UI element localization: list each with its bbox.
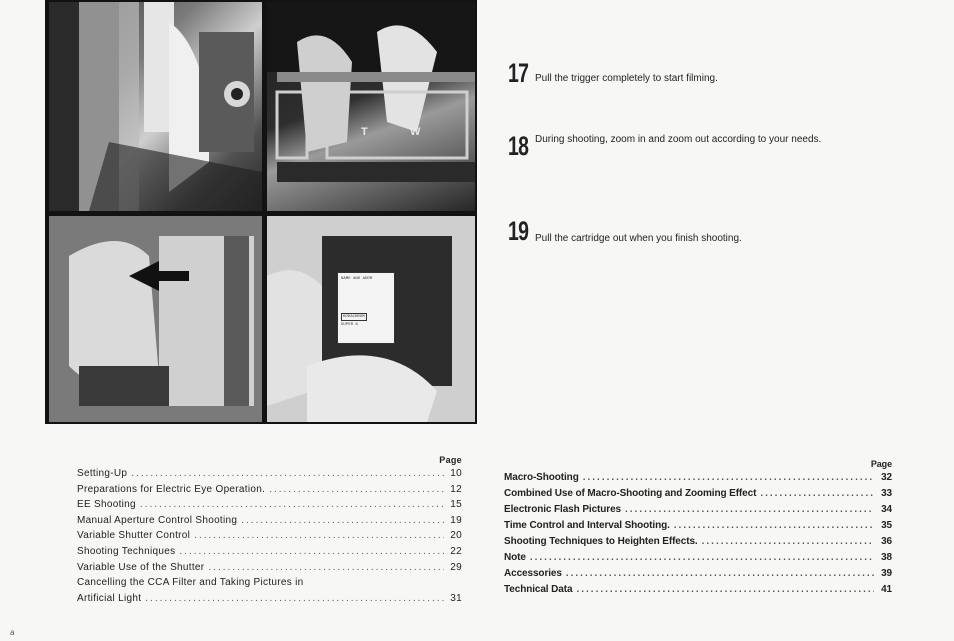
toc-leader <box>241 515 444 526</box>
toc-leader <box>674 520 874 531</box>
toc-entry <box>77 593 462 609</box>
cartridge-label <box>337 272 395 344</box>
photo-cartridge-insert-art <box>49 216 262 422</box>
toc-entry-title: Macro-Shooting <box>504 472 579 483</box>
toc-entry <box>504 552 892 568</box>
toc-entry-page: 15 <box>450 499 462 511</box>
toc-entry-title: Shooting Techniques to Heighten Effects. <box>504 536 698 547</box>
toc-leader <box>269 484 444 495</box>
photo-cartridge-insert <box>49 216 262 422</box>
toc-leader <box>208 562 444 573</box>
toc-entry <box>504 536 892 552</box>
toc-entry-page: 20 <box>450 530 462 542</box>
toc-entry-page: 33 <box>881 488 892 499</box>
tele-mark: T <box>361 126 368 138</box>
toc-leader <box>131 468 444 479</box>
toc-entry <box>504 584 892 600</box>
toc-entry-title: Electronic Flash Pictures <box>504 504 621 515</box>
toc-entry-page: 22 <box>450 545 462 557</box>
photo-zoom-lens <box>49 2 262 211</box>
toc-entry <box>504 568 892 584</box>
cartridge-label-name: NAME AND ADDR <box>341 277 373 281</box>
toc-entry-page: 19 <box>450 514 462 526</box>
toc-entry <box>504 520 892 536</box>
toc-leader <box>566 568 874 579</box>
toc-leader <box>625 504 874 515</box>
toc-leader <box>576 584 874 595</box>
toc-leader <box>145 593 444 604</box>
step-text: During shooting, zoom in and zoom out according to your needs. <box>535 134 822 145</box>
toc-entry-page: 39 <box>881 568 892 579</box>
toc-entry <box>504 472 892 488</box>
toc-entry <box>77 546 462 562</box>
toc-entry <box>77 499 462 515</box>
toc-entry-page: 10 <box>450 468 462 479</box>
toc-leader <box>179 546 444 557</box>
toc-leader <box>702 536 874 547</box>
toc-entry-page: 34 <box>881 504 892 515</box>
toc-leader <box>140 499 444 510</box>
step-text: Pull the cartridge out when you finish shooting. <box>535 233 742 244</box>
step-text: Pull the trigger completely to start filming. <box>535 73 718 84</box>
toc-page-header: Page <box>439 455 462 465</box>
toc-entry-title: Combined Use of Macro-Shooting and Zooming Effect <box>504 488 757 499</box>
toc-left <box>77 455 462 608</box>
toc-leader <box>583 472 874 483</box>
toc-entry-title: Setting-Up <box>77 468 128 479</box>
photo-grid <box>45 0 477 424</box>
toc-entry-title: Artificial Light <box>77 592 142 604</box>
toc-entry <box>504 488 892 504</box>
wide-mark: W <box>410 126 421 138</box>
photo-zoom-switch <box>267 2 475 211</box>
step-number: 18 <box>508 131 529 161</box>
toc-entry-page: 12 <box>450 483 462 495</box>
toc-entry-wrap-line <box>77 577 462 593</box>
toc-entry <box>77 484 462 500</box>
toc-entry-title: Technical Data <box>504 584 573 595</box>
photo-zoom-lens-art <box>49 2 262 211</box>
toc-entry-title: Time Control and Interval Shooting. <box>504 520 670 531</box>
toc-leader <box>194 530 444 541</box>
toc-entry <box>77 562 462 578</box>
toc-entry-page: 31 <box>450 592 462 604</box>
toc-entry <box>77 515 462 531</box>
toc-page-header: Page <box>870 459 892 469</box>
toc-entry-title: Preparations for Electric Eye Operation. <box>77 483 266 495</box>
toc-entry-page: 36 <box>881 536 892 547</box>
toc-entry-page: 38 <box>881 552 892 563</box>
toc-entry-title: Manual Aperture Control Shooting <box>77 514 238 526</box>
toc-entry-page: 35 <box>881 520 892 531</box>
toc-entry <box>77 530 462 546</box>
cartridge-label-type: SUPER 8 <box>341 323 358 327</box>
toc-entry-page: 29 <box>450 561 462 573</box>
step-number: 17 <box>508 58 529 88</box>
step-number: 19 <box>508 216 529 246</box>
photo-zoom-switch-art <box>267 2 475 211</box>
toc-entry-page: 41 <box>881 584 892 595</box>
toc-entry-title: Accessories <box>504 568 562 579</box>
toc-leader <box>530 552 874 563</box>
toc-entry-title: Variable Use of the Shutter <box>77 561 205 573</box>
toc-entry-title: Cancelling the CCA Filter and Taking Pictures in <box>77 577 304 589</box>
cartridge-label-brand: KODACHROM <box>343 315 365 319</box>
toc-entry-page: 32 <box>881 472 892 483</box>
toc-entry-title: Note <box>504 552 526 563</box>
toc-right <box>504 459 892 600</box>
toc-entry-title: Variable Shutter Control <box>77 530 191 542</box>
toc-entry <box>77 468 462 484</box>
page-marker: a <box>10 628 15 637</box>
toc-leader <box>760 488 874 499</box>
photo-cartridge-remove <box>267 216 475 422</box>
toc-entry-title: Shooting Techniques <box>77 545 176 557</box>
toc-entry-title: EE Shooting <box>77 499 136 511</box>
toc-entry <box>504 504 892 520</box>
